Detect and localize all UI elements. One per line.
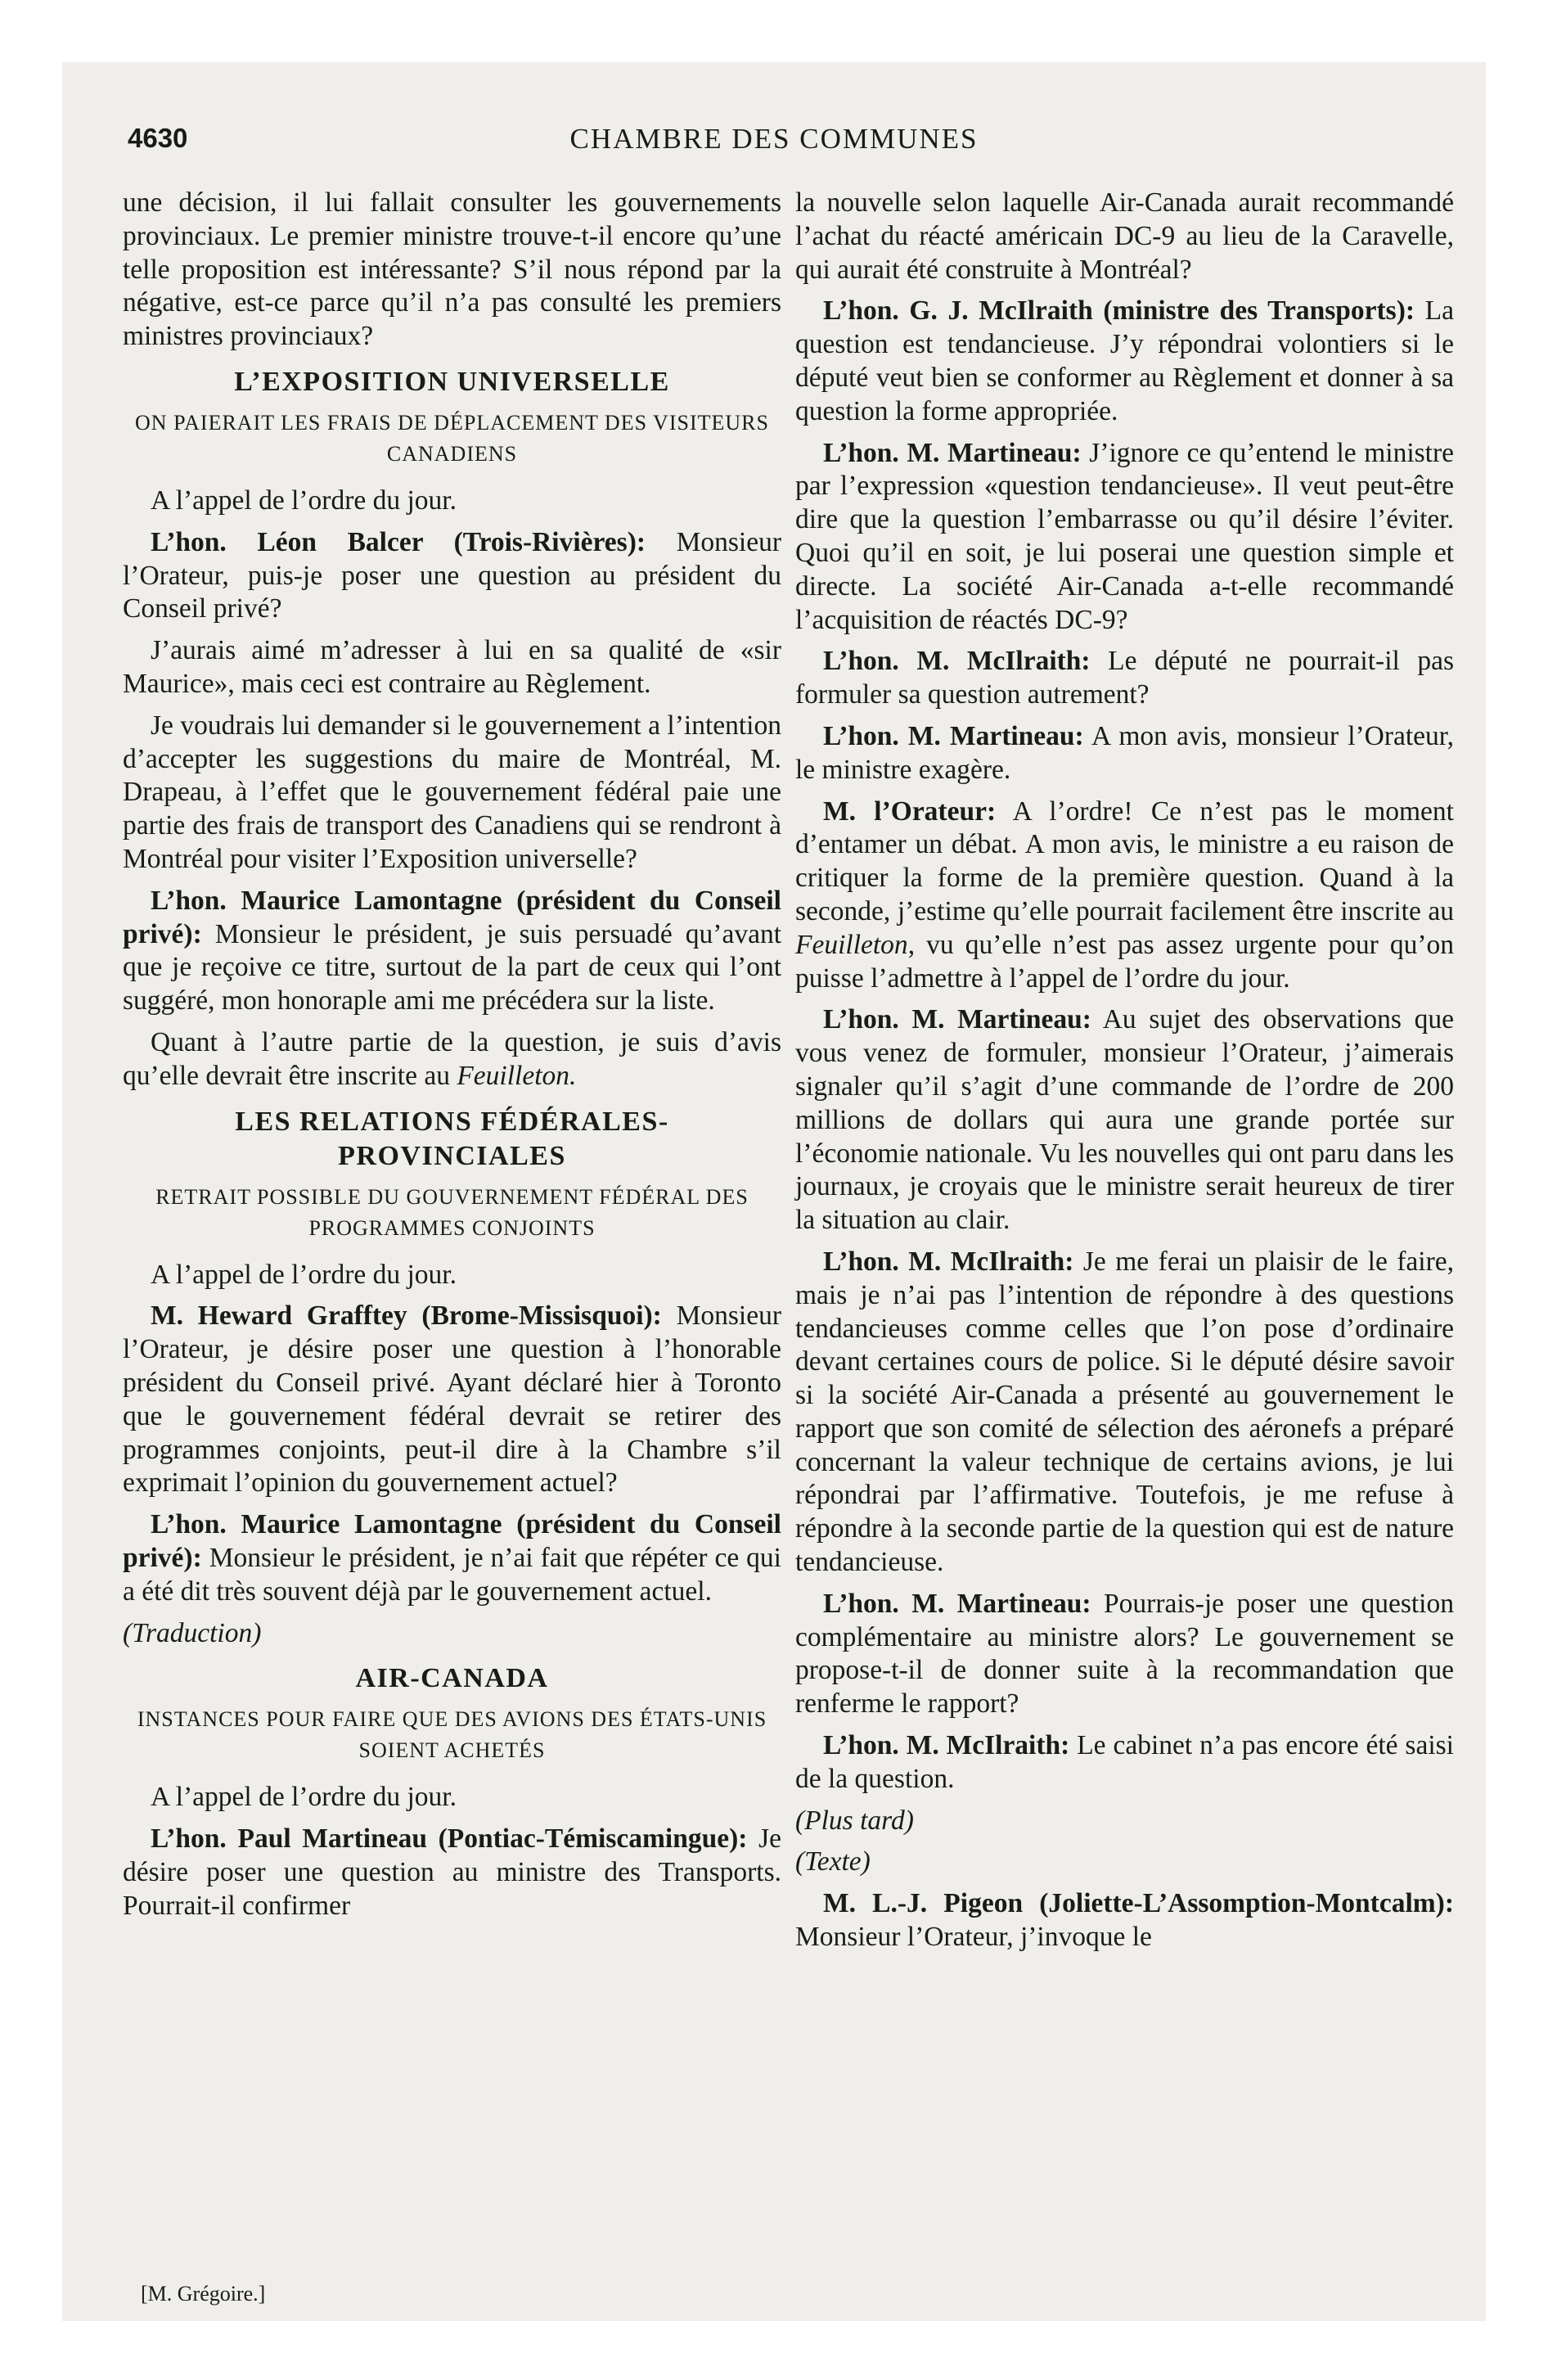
speaker-name: L’hon. Maurice Lamontagne (président du Conseil privé): <box>123 1509 781 1573</box>
speech <box>123 1300 781 1500</box>
paragraph <box>123 1026 781 1093</box>
speech-text: Pourrais-je poser une question complémentaire au ministre alors? Le gouvernement se propose-t-il de donner suite à la recommandation que renferme le rapport? <box>795 1588 1454 1720</box>
speech <box>123 526 781 626</box>
speaker-name: L’hon. Paul Martineau (Pontiac-Témiscamingue): <box>151 1823 748 1855</box>
speaker-name: L’hon. M. McIlraith: <box>823 1246 1074 1277</box>
speech <box>795 1588 1454 1721</box>
speaker-name: L’hon. M. Martineau: <box>823 1588 1091 1619</box>
speech <box>123 1508 781 1608</box>
running-title: CHAMBRE DES COMMUNES <box>569 123 979 155</box>
speech <box>795 720 1454 787</box>
speaker-name: L’hon. M. Martineau: <box>823 1004 1091 1035</box>
speaker-name: L’hon. G. J. McIlraith (ministre des Transports): <box>823 295 1415 327</box>
speaker-name: L’hon. M. McIlraith: <box>823 1730 1070 1761</box>
speech <box>795 1246 1454 1580</box>
italic-text: Feuilleton <box>795 929 908 960</box>
speech-text: , vu qu’elle n’est pas assez urgente pour qu’on puisse l’admettre à l’appel de l’ordre du jour. <box>795 929 1454 994</box>
speech-text: Au sujet des observations que vous venez de formuler, monsieur l’Orateur, j’aimerais signaler qu’il s’agit d’une commande de l’ordre de 200 millions de dollars qui aura une grande portée sur l’économie nationale. Vu les nouvelles qui ont paru dans les journaux, je croyais que le ministre serait heureux de tirer la situation au clair. <box>795 1004 1454 1236</box>
speaker-name: L’hon. Léon Balcer (Trois-Rivières): <box>151 526 646 557</box>
speaker-name: L’hon. M. Martineau: <box>823 437 1082 468</box>
paragraph: une décision, il lui fallait consulter les gouvernements provinciaux. Le premier ministre trouve-t-il encore qu’une telle proposition est intéressante? S’il nous répond par la négative, est-ce parce qu’il n’a pas consulté les premiers ministres provinciaux? <box>123 187 781 352</box>
speech-text: A l’ordre! Ce n’est pas le moment d’entamer un débat. A mon avis, le ministre a eu raison de critiquer la forme de la première question. Quand à la seconde, j’estime qu’elle pourrait facilement être inscrite au <box>795 796 1454 926</box>
speaker-attribution-footer: [M. Grégoire.] <box>141 2282 266 2306</box>
speech <box>795 645 1454 712</box>
speech-text: Monsieur le président, je n’ai fait que répéter ce qui a été dit très souvent déjà par le gouvernement actuel. <box>123 1542 781 1607</box>
hansard-page <box>62 62 1486 2321</box>
paragraph: Je voudrais lui demander si le gouvernement a l’intention d’accepter les suggestions du maire de Montréal, M. Drapeau, à l’effet que le gouvernement fédéral paie une partie des frais de transport des Canadiens qui se rendront à Montréal pour visiter l’Exposition universelle? <box>123 710 781 874</box>
paragraph: la nouvelle selon laquelle Air-Canada aurait recommandé l’achat du réacté américain DC-9 au lieu de la Caravelle, qui aurait été construite à Montréal? <box>795 187 1454 285</box>
page-number: 4630 <box>128 123 188 153</box>
speech-text: A mon avis, monsieur l’Orateur, le ministre exagère. <box>795 720 1454 785</box>
speech <box>795 437 1454 638</box>
speech <box>795 295 1454 428</box>
speaker-name: M. L.-J. Pigeon (Joliette-L’Assomption-Montcalm): <box>823 1888 1454 1919</box>
speech-text: Monsieur l’Orateur, puis-je poser une question au président du Conseil privé? <box>123 526 782 624</box>
speech <box>795 796 1454 996</box>
speaker-name: L’hon. M. McIlraith: <box>823 646 1091 677</box>
section-subheading: RETRAIT POSSIBLE DU GOUVERNEMENT FÉDÉRAL DES PROGRAMMES CONJOINTS <box>155 1184 749 1240</box>
section-heading: AIR-CANADA <box>355 1663 549 1694</box>
speech-text: Monsieur le président, je suis persuadé qu’avant que je reçoive ce titre, surtout de la part de ceux qui l’ont suggéré, mon honoraple ami me précédera sur la liste. <box>123 918 781 1016</box>
section-heading: L’EXPOSITION UNIVERSELLE <box>234 366 670 397</box>
speech-text: Je me ferai un plaisir de le faire, mais je n’ai pas l’intention de répondre à des questions tendancieuses comme celles que l’on pose d’ordinaire devant certaines cours de police. Si le député désire savoir si la société Air-Canada a présenté au gouvernement le rapport que son comité de sélection des aéronefs a préparé concernant la valeur technique de certains avions, je lui répondrai par l’affirmative. Toutefois, je me refuse à répondre à la seconde partie de la question qui est de nature tendancieuse. <box>795 1246 1454 1578</box>
time-note: (Plus tard) <box>795 1805 914 1836</box>
speaker-name: M. l’Orateur: <box>823 796 997 827</box>
paragraph: A l’appel de l’ordre du jour. <box>151 1259 457 1290</box>
speech <box>123 1823 781 1922</box>
language-note: (Texte) <box>795 1846 871 1877</box>
speaker-name: L’hon. M. Martineau: <box>823 720 1084 751</box>
translation-note: (Traduction) <box>123 1617 262 1648</box>
speech <box>795 1887 1454 1954</box>
section-heading: LES RELATIONS FÉDÉRALES-PROVINCIALES <box>235 1106 669 1171</box>
speaker-name: M. Heward Grafftey (Brome-Missisquoi): <box>151 1300 662 1332</box>
speech <box>795 1729 1454 1796</box>
speaker-name: L’hon. Maurice Lamontagne (président du Conseil privé): <box>123 885 781 949</box>
speech-text: Le cabinet n’a pas encore été saisi de la question. <box>795 1730 1454 1794</box>
left-column <box>123 187 781 1931</box>
speech <box>795 1003 1454 1237</box>
speech-text: La question est tendancieuse. J’y répondrai volontiers si le député veut bien se conformer au Règlement et donner à sa question la forme appropriée. <box>795 295 1454 426</box>
text-run: Quant à l’autre partie de la question, je suis d’avis qu’elle devrait être inscrite au <box>123 1026 781 1091</box>
paragraph: A l’appel de l’ordre du jour. <box>151 1782 457 1813</box>
italic-text: Feuilleton. <box>457 1060 577 1091</box>
right-column <box>795 187 1454 1963</box>
paragraph: A l’appel de l’ordre du jour. <box>151 485 457 516</box>
page-header <box>128 123 1420 164</box>
section-subheading: INSTANCES POUR FAIRE QUE DES AVIONS DES ÉTATS-UNIS SOIENT ACHETÉS <box>137 1707 767 1763</box>
paragraph: J’aurais aimé m’adresser à lui en sa qualité de «sir Maurice», mais ceci est contraire au Règlement. <box>123 635 781 699</box>
speech-text: Monsieur l’Orateur, je désire poser une question à l’honorable président du Conseil privé. Ayant déclaré hier à Toronto que le gouvernement fédéral devrait se retirer des programmes conjoints, peut-il dire à la Chambre s’il exprimait l’opinion du gouvernement actuel? <box>123 1300 782 1499</box>
speech <box>123 885 781 1018</box>
speech-text: Monsieur l’Orateur, j’invoque le <box>795 1922 1152 1953</box>
speech-text: J’ignore ce qu’entend le ministre par l’expression «question tendancieuse». Il veut peut-être dire que la question l’embarrasse ou qu’il désire l’éviter. Quoi qu’il en soit, je lui poserai une question simple et directe. La société Air-Canada a-t-elle recommandé l’acquisition de réactés DC-9? <box>795 437 1455 635</box>
speech-text: Le député ne pourrait-il pas formuler sa question autrement? <box>795 646 1455 710</box>
speech-text: Je désire poser une question au ministre des Transports. Pourrait-il confirmer <box>123 1823 781 1921</box>
section-subheading: ON PAIERAIT LES FRAIS DE DÉPLACEMENT DES VISITEURS CANADIENS <box>135 410 769 466</box>
